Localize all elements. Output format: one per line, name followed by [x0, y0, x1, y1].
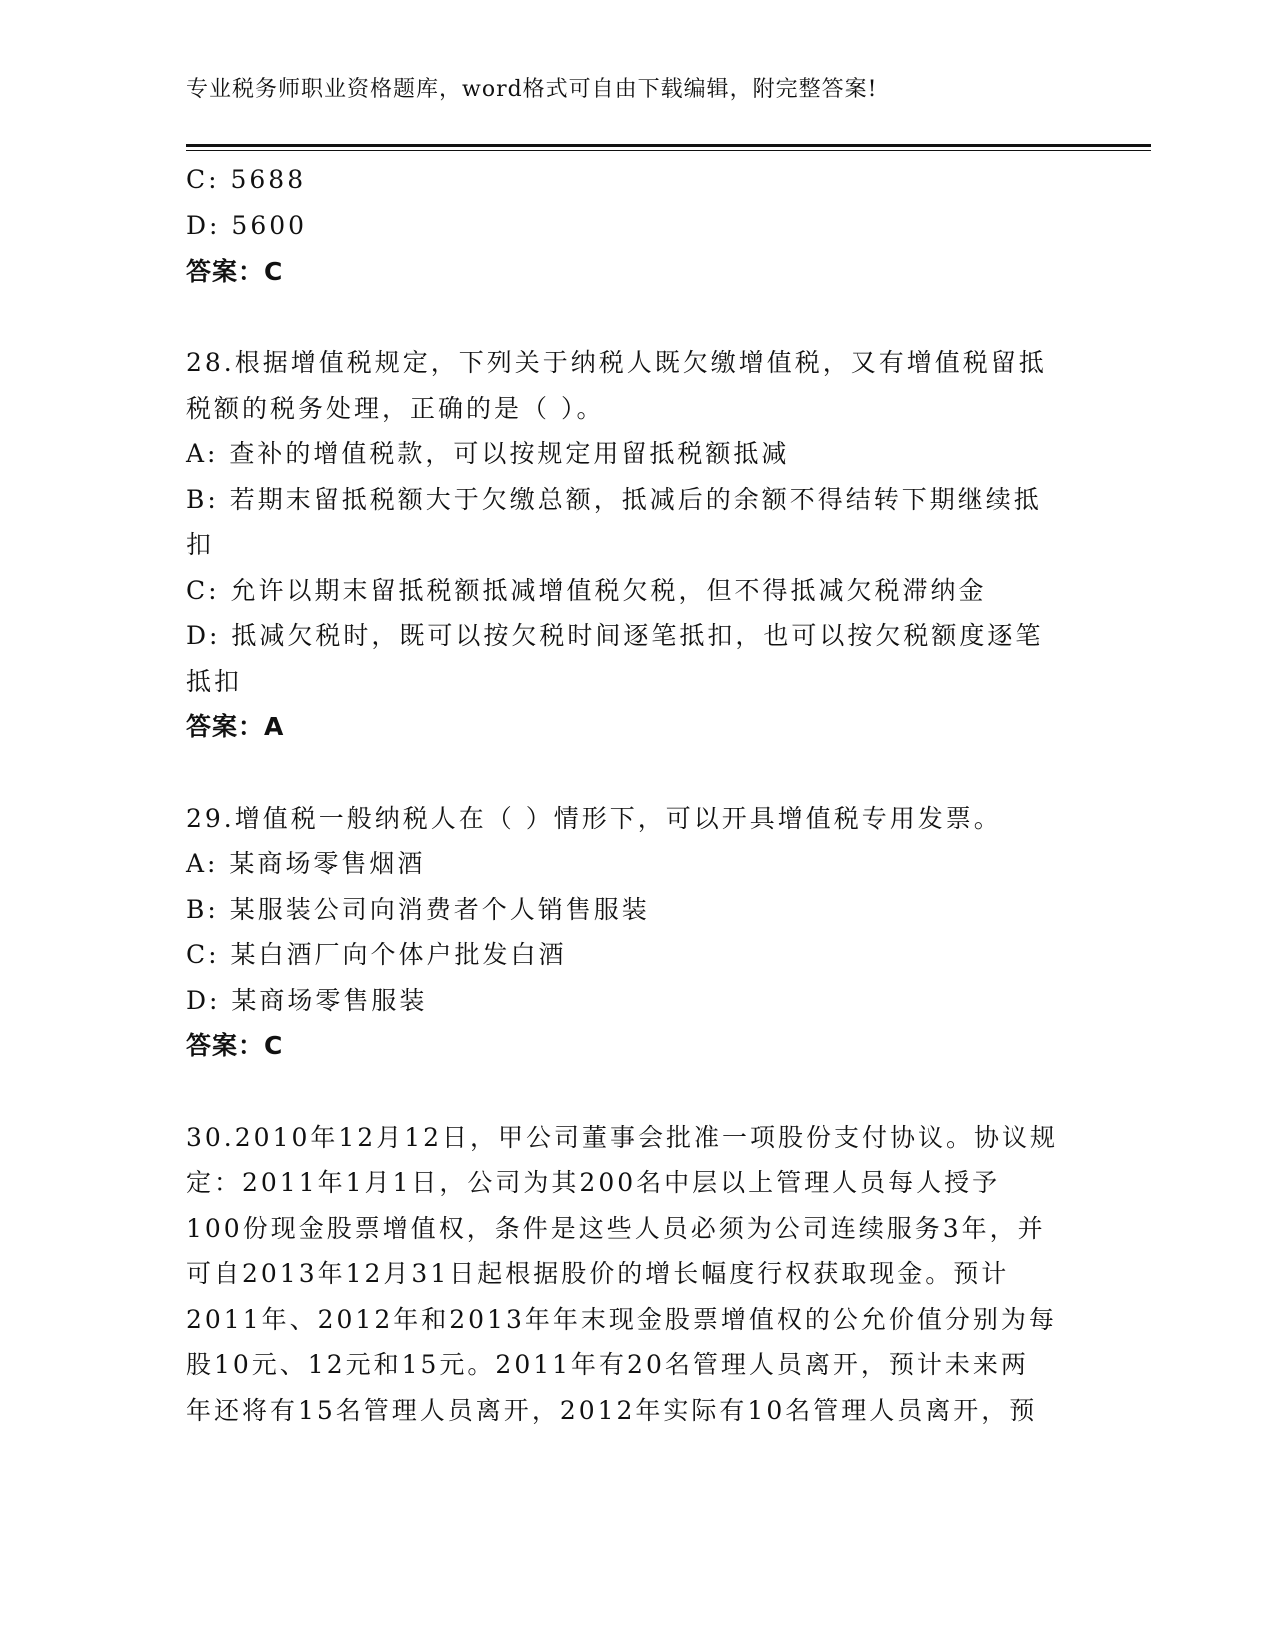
- q28-option-b-line2: 扣: [186, 530, 215, 559]
- q27-option-d: D: 5600: [186, 211, 308, 240]
- q29-stem: 29.增值税一般纳税人在（ ）情形下，可以开具增值税专用发票。: [186, 803, 1002, 833]
- q28-stem-line1: 28.根据增值税规定，下列关于纳税人既欠缴增值税，又有增值税留抵: [186, 348, 1047, 377]
- q29-option-d: D: 某商场零售服装: [186, 985, 428, 1015]
- q30-line: 30.2010年12月12日，甲公司董事会批准一项股份支付协议。协议规: [186, 1122, 1059, 1152]
- page-header: 专业税务师职业资格题库，word格式可自由下载编辑，附完整答案!: [186, 77, 878, 102]
- q30-line: 定：2011年1月1日，公司为其200名中层以上管理人员每人授予: [186, 1168, 1001, 1197]
- q30-line: 可自2013年12月31日起根据股价的增长幅度行权获取现金。预计: [186, 1259, 1010, 1288]
- q29-option-b: B: 某服装公司向消费者个人销售服装: [186, 894, 650, 924]
- q29-option-c: C: 某白酒厂向个体户批发白酒: [186, 940, 567, 969]
- spacer: [186, 1069, 1086, 1115]
- q30-line: 100份现金股票增值权，条件是这些人员必须为公司连续服务3年，并: [186, 1213, 1046, 1243]
- q30-line: 股10元、12元和15元。2011年有20名管理人员离开，预计未来两: [186, 1350, 1029, 1379]
- q28-option-c: C: 允许以期末留抵税额抵减增值税欠税，但不得抵减欠税滞纳金: [186, 575, 987, 605]
- q28-option-b-line1: B: 若期末留抵税额大于欠缴总额，抵减后的余额不得结转下期继续抵: [186, 484, 1042, 514]
- q28-option-d-line1: D: 抵减欠税时，既可以按欠税时间逐笔抵扣，也可以按欠税额度逐笔: [186, 621, 1044, 650]
- q27-option-c: C: 5688: [186, 165, 307, 194]
- q27-answer: 答案：C: [186, 256, 284, 286]
- q28-option-d-line2: 抵扣: [186, 666, 243, 696]
- q29-option-a: A: 某商场零售烟酒: [186, 849, 426, 878]
- spacer: [186, 294, 1086, 340]
- spacer: [186, 750, 1086, 796]
- q30-line: 2011年、2012年和2013年年末现金股票增值权的公允价值分别为每: [186, 1304, 1057, 1334]
- q28-answer: 答案：A: [186, 712, 285, 741]
- document-body: [186, 157, 1086, 1433]
- q28-option-a: A: 查补的增值税款，可以按规定用留抵税额抵减: [186, 439, 790, 468]
- header-rule-thin: [186, 150, 1151, 151]
- q30-line: 年还将有15名管理人员离开，2012年实际有10名管理人员离开，预: [186, 1395, 1038, 1425]
- q28-stem-line2: 税额的税务处理，正确的是（ ）。: [186, 393, 605, 423]
- header-rule-thick: [186, 144, 1151, 147]
- q29-answer: 答案：C: [186, 1031, 284, 1060]
